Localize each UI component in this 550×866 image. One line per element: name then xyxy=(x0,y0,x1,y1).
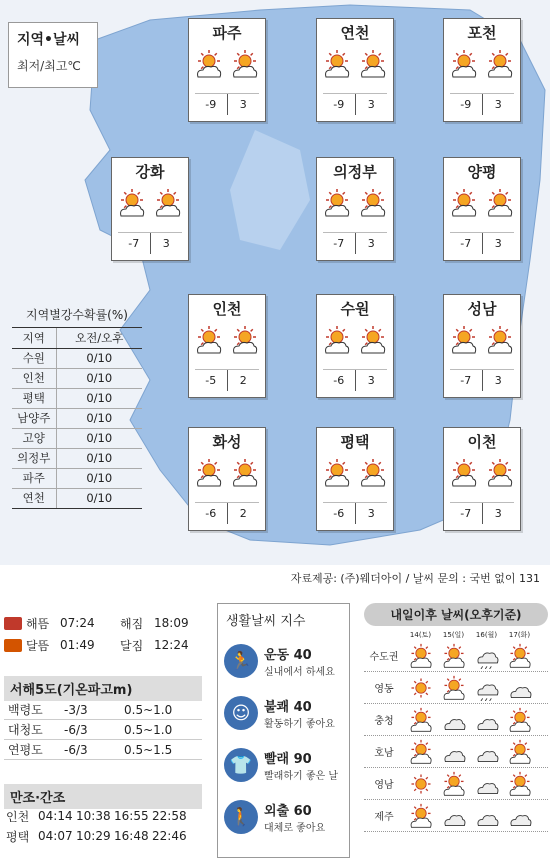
rain-region: 파주 xyxy=(12,468,56,488)
min-temp: -6 xyxy=(323,503,356,524)
sun-cloud-icon xyxy=(449,188,479,222)
city-name: 수원 xyxy=(340,300,370,318)
index-name: 운동 40 xyxy=(264,648,312,663)
forecast-row xyxy=(364,736,548,768)
wave-table xyxy=(4,700,202,760)
cloud-icon xyxy=(437,707,470,733)
shirt-icon: 👕 xyxy=(224,748,258,782)
rain-header-region: 지역 xyxy=(12,328,56,348)
min-temp: -9 xyxy=(323,94,356,115)
wave-height: 0.5~1.5 xyxy=(124,742,173,757)
forecast-day: 17(화) xyxy=(508,631,531,639)
sun-cloud-icon xyxy=(194,49,224,83)
sun-cloud-icon xyxy=(358,49,388,83)
sun-cloud-icon xyxy=(230,458,260,492)
rise-label: 해뜸 xyxy=(26,616,50,631)
sun-cloud-icon xyxy=(449,458,479,492)
tomorrow-forecast xyxy=(364,603,548,858)
city-card xyxy=(111,157,189,261)
table-row xyxy=(12,388,142,408)
island-name: 대청도 xyxy=(8,723,43,737)
forecast-region: 영동 xyxy=(374,684,394,695)
cloud-icon xyxy=(470,771,503,797)
max-temp: 3 xyxy=(162,237,170,250)
max-temp: 3 xyxy=(367,374,375,387)
sun-icon xyxy=(404,771,437,797)
cloud-icon xyxy=(437,739,470,765)
min-temp: -7 xyxy=(450,370,483,391)
tide-time: 04:14 xyxy=(38,809,73,823)
rain-icon xyxy=(470,675,503,701)
forecast-day: 16(월) xyxy=(475,631,498,639)
min-temp: -6 xyxy=(195,503,228,524)
island-name: 연평도 xyxy=(8,743,43,757)
life-index-item xyxy=(218,791,349,843)
life-weather-index xyxy=(217,603,350,858)
life-index-item xyxy=(218,739,349,791)
forecast-region: 호남 xyxy=(374,748,394,759)
tide-time: 16:55 xyxy=(114,809,149,823)
island-temp: -6/3 xyxy=(64,742,88,757)
sun-cloud-icon xyxy=(503,707,536,733)
city-name: 평택 xyxy=(340,433,370,451)
cloud-icon xyxy=(503,803,536,829)
tide-title: 만조·간조 xyxy=(4,784,202,809)
sun-cloud-icon xyxy=(503,771,536,797)
sun-moon-row xyxy=(4,612,204,634)
sun-icon xyxy=(404,675,437,701)
tide-time: 10:38 xyxy=(76,809,111,823)
city-card xyxy=(316,18,394,122)
city-card xyxy=(188,294,266,398)
min-temp: -7 xyxy=(118,233,151,254)
city-name: 양평 xyxy=(467,163,497,181)
index-name: 불쾌 40 xyxy=(264,700,312,715)
sun-cloud-icon xyxy=(117,188,147,222)
sun-cloud-icon xyxy=(194,325,224,359)
max-temp: 3 xyxy=(494,374,502,387)
sun-cloud-icon xyxy=(485,49,515,83)
sun-cloud-icon xyxy=(404,803,437,829)
city-name: 성남 xyxy=(467,300,497,318)
sun-cloud-icon xyxy=(322,49,352,83)
city-card xyxy=(188,427,266,531)
rain-region: 인천 xyxy=(12,368,56,388)
table-row xyxy=(12,408,142,428)
rise-time: 01:49 xyxy=(60,638,95,652)
rain-value: 0/10 xyxy=(56,448,142,468)
city-card xyxy=(316,294,394,398)
forecast-region: 충청 xyxy=(374,716,394,727)
tide-time: 10:29 xyxy=(76,829,111,843)
sun-cloud-icon xyxy=(322,325,352,359)
rain-value: 0/10 xyxy=(56,408,142,428)
rain-value: 0/10 xyxy=(56,348,142,368)
max-temp: 3 xyxy=(494,237,502,250)
city-name: 화성 xyxy=(212,433,242,451)
forecast-row xyxy=(364,704,548,736)
rain-region: 수원 xyxy=(12,348,56,368)
rain-region: 연천 xyxy=(12,488,56,508)
forecast-row xyxy=(364,672,548,704)
rise-label: 달뜸 xyxy=(26,638,50,653)
cloud-icon xyxy=(470,707,503,733)
forecast-region: 수도권 xyxy=(369,652,399,663)
legend-title: 지역•날씨 xyxy=(17,32,81,48)
sun-cloud-icon xyxy=(449,49,479,83)
sun-cloud-icon xyxy=(358,458,388,492)
sun-cloud-icon xyxy=(485,188,515,222)
wave-height: 0.5~1.0 xyxy=(124,722,173,737)
rain-value: 0/10 xyxy=(56,488,142,508)
set-label: 해짐 xyxy=(120,616,144,631)
sun-moon-times xyxy=(4,612,204,656)
sun-cloud-icon xyxy=(322,188,352,222)
life-index-item xyxy=(218,635,349,687)
city-name: 의정부 xyxy=(333,163,377,181)
tide-row xyxy=(4,826,204,846)
sun-icon xyxy=(4,617,22,630)
sun-cloud-icon xyxy=(437,643,470,669)
forecast-row xyxy=(364,800,548,832)
wave-row xyxy=(4,740,202,760)
rain-region: 고양 xyxy=(12,428,56,448)
max-temp: 3 xyxy=(367,237,375,250)
tide-table xyxy=(4,806,204,846)
city-card xyxy=(188,18,266,122)
sun-cloud-icon xyxy=(194,458,224,492)
max-temp: 2 xyxy=(239,507,247,520)
min-temp: -9 xyxy=(195,94,228,115)
sun-cloud-icon xyxy=(230,49,260,83)
city-card xyxy=(316,157,394,261)
city-card xyxy=(316,427,394,531)
sun-cloud-icon xyxy=(503,643,536,669)
island-temp: -3/3 xyxy=(64,702,88,717)
rain-region: 평택 xyxy=(12,388,56,408)
rain-value: 0/10 xyxy=(56,388,142,408)
tomorrow-title: 내일이후 날씨(오후기준) xyxy=(364,603,548,626)
tide-time: 04:07 xyxy=(38,829,73,843)
rain-region: 남양주 xyxy=(12,408,56,428)
rain-table-title: 지역별강수확률(%) xyxy=(12,306,142,328)
wave-row xyxy=(4,720,202,740)
life-title: 생활날씨 지수 xyxy=(226,614,306,629)
index-desc: 실내에서 하세요 xyxy=(264,667,335,678)
city-name: 인천 xyxy=(212,300,242,318)
forecast-row xyxy=(364,768,548,800)
max-temp: 3 xyxy=(367,507,375,520)
forecast-day: 14(토) xyxy=(409,631,432,639)
sun-cloud-icon xyxy=(404,707,437,733)
moon-icon xyxy=(4,639,22,652)
cloud-icon xyxy=(503,675,536,701)
tide-time: 22:46 xyxy=(152,829,187,843)
index-desc: 대체로 좋아요 xyxy=(264,823,326,834)
cloud-icon xyxy=(437,803,470,829)
rain-value: 0/10 xyxy=(56,468,142,488)
city-name: 이천 xyxy=(467,433,497,451)
forecast-day: 15(일) xyxy=(442,631,465,639)
city-name: 포천 xyxy=(467,24,497,42)
rain-probability-table xyxy=(12,306,142,509)
tide-row xyxy=(4,806,204,826)
rise-time: 07:24 xyxy=(60,616,95,630)
min-temp: -5 xyxy=(195,370,228,391)
index-desc: 빨래하기 좋은 날 xyxy=(264,771,338,782)
cloud-icon xyxy=(470,803,503,829)
max-temp: 2 xyxy=(239,374,247,387)
max-temp: 3 xyxy=(367,98,375,111)
min-temp: -7 xyxy=(450,503,483,524)
set-time: 18:09 xyxy=(154,616,189,630)
island-temp: -6/3 xyxy=(64,722,88,737)
city-card xyxy=(443,427,521,531)
sun-cloud-icon xyxy=(437,675,470,701)
forecast-region: 영남 xyxy=(374,780,394,791)
min-temp: -7 xyxy=(323,233,356,254)
max-temp: 3 xyxy=(494,507,502,520)
life-index-item xyxy=(218,687,349,739)
rain-value: 0/10 xyxy=(56,368,142,388)
sun-cloud-icon xyxy=(322,458,352,492)
data-source: 자료제공: (주)웨더아이 / 날씨 문의 : 국번 없이 131 xyxy=(290,572,540,585)
tide-place: 평택 xyxy=(6,829,30,844)
rain-header-value: 오전/오후 xyxy=(56,328,142,348)
cloud-icon xyxy=(470,739,503,765)
max-temp: 3 xyxy=(239,98,247,111)
table-row xyxy=(12,468,142,488)
index-name: 빨래 90 xyxy=(264,752,312,767)
walker-icon: 🚶 xyxy=(224,800,258,834)
sun-cloud-icon xyxy=(437,771,470,797)
sun-cloud-icon xyxy=(404,643,437,669)
tide-place: 인천 xyxy=(6,809,30,824)
table-row xyxy=(12,348,142,368)
face-icon: ☺ xyxy=(224,696,258,730)
city-name: 연천 xyxy=(340,24,370,42)
city-card xyxy=(443,18,521,122)
city-name: 강화 xyxy=(135,163,165,181)
wave-height: 0.5~1.0 xyxy=(124,702,173,717)
wave-title: 서해5도(기온파고m) xyxy=(4,676,202,701)
rain-region: 의정부 xyxy=(12,448,56,468)
city-card xyxy=(443,157,521,261)
set-label: 달짐 xyxy=(120,638,144,653)
index-desc: 활동하기 좋아요 xyxy=(264,719,335,730)
map-legend xyxy=(8,22,98,88)
table-row xyxy=(12,488,142,508)
table-row xyxy=(12,368,142,388)
set-time: 12:24 xyxy=(154,638,189,652)
table-row xyxy=(12,448,142,468)
city-card xyxy=(443,294,521,398)
runner-icon: 🏃 xyxy=(224,644,258,678)
min-temp: -7 xyxy=(450,233,483,254)
sun-cloud-icon xyxy=(449,325,479,359)
sun-cloud-icon xyxy=(358,188,388,222)
sun-cloud-icon xyxy=(485,458,515,492)
sun-cloud-icon xyxy=(404,739,437,765)
rain-icon xyxy=(470,643,503,669)
tide-time: 16:48 xyxy=(114,829,149,843)
sun-cloud-icon xyxy=(485,325,515,359)
sun-cloud-icon xyxy=(230,325,260,359)
city-name: 파주 xyxy=(212,24,242,42)
sun-cloud-icon xyxy=(358,325,388,359)
sun-cloud-icon xyxy=(503,739,536,765)
min-temp: -9 xyxy=(450,94,483,115)
min-temp: -6 xyxy=(323,370,356,391)
rain-value: 0/10 xyxy=(56,428,142,448)
legend-unit: 최저/최고℃ xyxy=(17,59,81,73)
table-row xyxy=(12,428,142,448)
wave-row xyxy=(4,700,202,720)
forecast-region: 제주 xyxy=(374,812,394,823)
island-name: 백령도 xyxy=(8,703,43,717)
sun-cloud-icon xyxy=(153,188,183,222)
sun-moon-row xyxy=(4,634,204,656)
forecast-row xyxy=(364,640,548,672)
max-temp: 3 xyxy=(494,98,502,111)
index-name: 외출 60 xyxy=(264,804,312,819)
tide-time: 22:58 xyxy=(152,809,187,823)
